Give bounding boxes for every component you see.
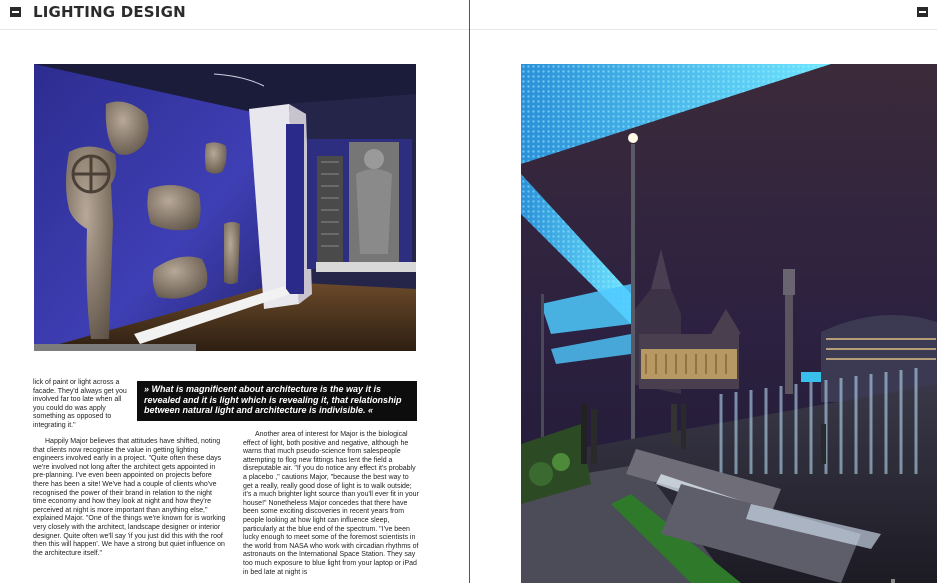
header-divider (0, 29, 469, 30)
section-marker-icon (10, 7, 21, 17)
paragraph: Happily Major believes that attitudes have shifted, noting that clients now recognise the value in getting lighting engineers involved early in a project. "Quite often these days we're involved not long after the architect gets appointed in pre-planning. I've even been appointed on projects before there has been a site! We've had a couple of clients who've recognised the power of their brand in relation to the night time economy and how they look at night and how they're perceived at night is more important than anything else," explained Major. "One of the things we're known for is working very closely with the architect, landscape designer or interior designer. Quite often we'll say 'if you just did this with the roof then this will happen'. We have a strong but quiet influence on the architecture itself." (33, 438, 226, 557)
section-title: LIGHTING DESIGN (33, 3, 186, 21)
body-text-column-a-top (33, 379, 133, 431)
right-page (470, 0, 937, 583)
museum-gallery-photo (34, 64, 416, 351)
pull-quote: » What is magnificent about architecture is the way it is revealed and it is light which is revealing it, that relationship between natural light and architecture is indivisible. « (137, 381, 417, 421)
paragraph: lick of paint or light across a facade. They'd always get you involved far too late when all you could do was apply something as opposed to integrating it." (33, 379, 127, 429)
paragraph: Another area of interest for Major is the biological effect of light, both positive and negative, although he warns that much pseudo-science from salespeople attempting to flog new fittings has lent the field a disreputable air. "If you do notice any effect it's probably a placebo ," cautions Major, "because the best way to get a really, really good dose of light is to walk outside; it's a much brighter light source than you'll ever fit in your house!" Nonetheless Major concedes that there have been some exciting discoveries in recent years from people looking at how light can influence sleep, particularly at the blue end of the spectrum. "I've been lucky enough to meet some of the foremost scientists in the world from NASA who work with circadian rhythms of astronauts on the International Space Station. They say too much exposure to blue light from your laptop or iPad in bed late at night is (243, 431, 419, 576)
plaza-night-photo (521, 64, 937, 583)
header-divider (470, 29, 937, 30)
photo-caption-bar (34, 344, 196, 351)
page-mark (891, 579, 895, 583)
body-text-column-a (33, 438, 226, 558)
body-text-column-b (243, 431, 419, 577)
section-marker-icon (917, 7, 928, 17)
